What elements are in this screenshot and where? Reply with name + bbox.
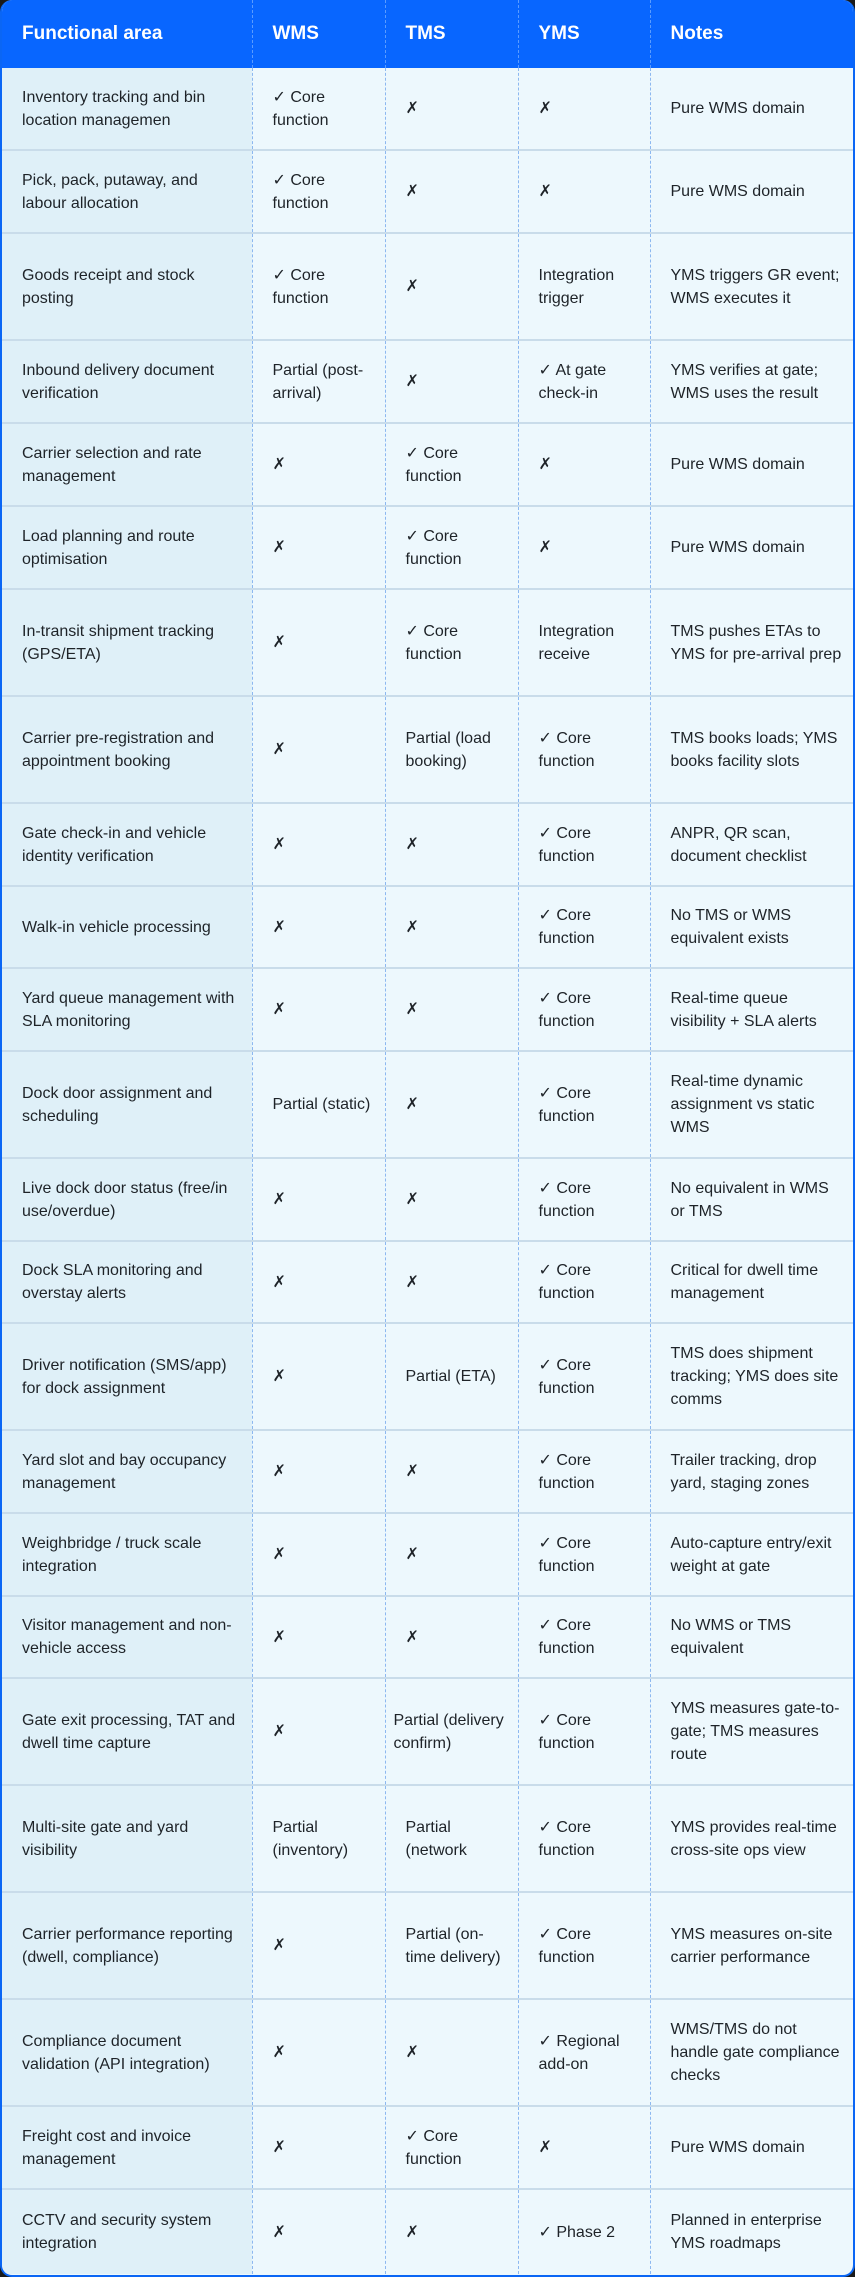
tms-cell: ✗ bbox=[385, 340, 518, 423]
header-notes: Notes bbox=[650, 0, 853, 68]
yms-cell: ✓ Core function bbox=[518, 1323, 650, 1430]
yms-cell: ✓ Core function bbox=[518, 886, 650, 968]
notes-cell: YMS provides real-time cross-site ops view bbox=[650, 1785, 853, 1892]
wms-cell: ✗ bbox=[252, 696, 385, 803]
table-row bbox=[2, 1430, 853, 1513]
yms-cell: ✓ Core function bbox=[518, 1430, 650, 1513]
tms-cell: Partial (on-time delivery) bbox=[385, 1892, 518, 1999]
notes-cell: ANPR, QR scan, document checklist bbox=[650, 803, 853, 886]
notes-cell: WMS/TMS do not handle gate compliance checks bbox=[650, 1999, 853, 2106]
wms-tms-yms-comparison-table bbox=[2, 0, 853, 2274]
yms-cell: ✗ bbox=[518, 2106, 650, 2189]
notes-cell: Real-time queue visibility + SLA alerts bbox=[650, 968, 853, 1051]
table-body bbox=[2, 68, 853, 2274]
table-row bbox=[2, 1241, 853, 1323]
functional-area-cell: CCTV and security system integration bbox=[2, 2189, 252, 2274]
functional-area-cell: Yard slot and bay occupancy management bbox=[2, 1430, 252, 1513]
yms-cell: ✗ bbox=[518, 506, 650, 589]
notes-cell: Auto-capture entry/exit weight at gate bbox=[650, 1513, 853, 1596]
tms-cell: ✗ bbox=[385, 68, 518, 150]
notes-cell: TMS does shipment tracking; YMS does site comms bbox=[650, 1323, 853, 1430]
notes-cell: Pure WMS domain bbox=[650, 2106, 853, 2189]
notes-cell: YMS verifies at gate; WMS uses the result bbox=[650, 340, 853, 423]
notes-cell: Pure WMS domain bbox=[650, 506, 853, 589]
wms-cell: ✗ bbox=[252, 589, 385, 696]
table-row bbox=[2, 423, 853, 506]
wms-cell: ✓ Core function bbox=[252, 150, 385, 233]
tms-cell: ✗ bbox=[385, 968, 518, 1051]
table-row bbox=[2, 1513, 853, 1596]
notes-cell: YMS measures gate-to-gate; TMS measures route bbox=[650, 1678, 853, 1785]
tms-cell: ✗ bbox=[385, 1430, 518, 1513]
table-row bbox=[2, 233, 853, 340]
yms-cell: ✓ Core function bbox=[518, 696, 650, 803]
notes-cell: YMS measures on-site carrier performance bbox=[650, 1892, 853, 1999]
table-row bbox=[2, 589, 853, 696]
yms-cell: ✓ Phase 2 bbox=[518, 2189, 650, 2274]
table-row bbox=[2, 506, 853, 589]
yms-cell: ✗ bbox=[518, 68, 650, 150]
tms-cell: Partial (load booking) bbox=[385, 696, 518, 803]
wms-cell: ✗ bbox=[252, 423, 385, 506]
wms-cell: ✗ bbox=[252, 886, 385, 968]
yms-cell: ✓ Core function bbox=[518, 968, 650, 1051]
tms-cell: ✗ bbox=[385, 1596, 518, 1678]
yms-cell: ✗ bbox=[518, 423, 650, 506]
tms-cell: ✗ bbox=[385, 2189, 518, 2274]
yms-cell: ✓ Core function bbox=[518, 1241, 650, 1323]
wms-cell: ✗ bbox=[252, 1513, 385, 1596]
functional-area-cell: Multi-site gate and yard visibility bbox=[2, 1785, 252, 1892]
tms-cell: Partial (delivery confirm) bbox=[385, 1678, 518, 1785]
tms-cell: ✓ Core function bbox=[385, 589, 518, 696]
wms-cell: ✗ bbox=[252, 1430, 385, 1513]
functional-area-cell: Dock door assignment and scheduling bbox=[2, 1051, 252, 1158]
tms-cell: ✓ Core function bbox=[385, 423, 518, 506]
table-row bbox=[2, 2106, 853, 2189]
tms-cell: ✗ bbox=[385, 150, 518, 233]
wms-cell: ✓ Core function bbox=[252, 233, 385, 340]
table-row bbox=[2, 1678, 853, 1785]
functional-area-cell: Load planning and route optimisation bbox=[2, 506, 252, 589]
wms-cell: Partial (inventory) bbox=[252, 1785, 385, 1892]
tms-cell: Partial (network bbox=[385, 1785, 518, 1892]
table-row bbox=[2, 696, 853, 803]
notes-cell: TMS books loads; YMS books facility slots bbox=[650, 696, 853, 803]
functional-area-cell: Carrier pre-registration and appointment booking bbox=[2, 696, 252, 803]
functional-area-cell: Live dock door status (free/in use/overdue) bbox=[2, 1158, 252, 1241]
tms-cell: ✗ bbox=[385, 803, 518, 886]
table-row bbox=[2, 1051, 853, 1158]
table-row bbox=[2, 2189, 853, 2274]
table-row bbox=[2, 1323, 853, 1430]
notes-cell: No equivalent in WMS or TMS bbox=[650, 1158, 853, 1241]
header-wms: WMS bbox=[252, 0, 385, 68]
yms-cell: Integration receive bbox=[518, 589, 650, 696]
notes-cell: TMS pushes ETAs to YMS for pre-arrival prep bbox=[650, 589, 853, 696]
yms-cell: ✓ Core function bbox=[518, 803, 650, 886]
table-row bbox=[2, 968, 853, 1051]
functional-area-cell: Carrier performance reporting (dwell, compliance) bbox=[2, 1892, 252, 1999]
functional-area-cell: Weighbridge / truck scale integration bbox=[2, 1513, 252, 1596]
table-row bbox=[2, 1596, 853, 1678]
yms-cell: ✓ Core function bbox=[518, 1051, 650, 1158]
tms-cell: ✓ Core function bbox=[385, 2106, 518, 2189]
yms-cell: ✓ Core function bbox=[518, 1892, 650, 1999]
notes-cell: Pure WMS domain bbox=[650, 68, 853, 150]
wms-cell: Partial (static) bbox=[252, 1051, 385, 1158]
notes-cell: Real-time dynamic assignment vs static WMS bbox=[650, 1051, 853, 1158]
functional-area-cell: Yard queue management with SLA monitoring bbox=[2, 968, 252, 1051]
wms-cell: ✗ bbox=[252, 1892, 385, 1999]
header-functional-area: Functional area bbox=[2, 0, 252, 68]
functional-area-cell: Driver notification (SMS/app) for dock assignment bbox=[2, 1323, 252, 1430]
wms-cell: ✗ bbox=[252, 1999, 385, 2106]
table-row bbox=[2, 1999, 853, 2106]
functional-area-cell: Freight cost and invoice management bbox=[2, 2106, 252, 2189]
wms-cell: ✗ bbox=[252, 1241, 385, 1323]
wms-cell: ✓ Core function bbox=[252, 68, 385, 150]
functional-area-cell: Compliance document validation (API integration) bbox=[2, 1999, 252, 2106]
yms-cell: ✗ bbox=[518, 150, 650, 233]
tms-cell: ✗ bbox=[385, 233, 518, 340]
functional-area-cell: Inventory tracking and bin location managemen bbox=[2, 68, 252, 150]
tms-cell: ✗ bbox=[385, 1241, 518, 1323]
functional-area-cell: Gate exit processing, TAT and dwell time capture bbox=[2, 1678, 252, 1785]
notes-cell: No WMS or TMS equivalent bbox=[650, 1596, 853, 1678]
functional-area-cell: Gate check-in and vehicle identity verification bbox=[2, 803, 252, 886]
table-row bbox=[2, 340, 853, 423]
wms-cell: ✗ bbox=[252, 1323, 385, 1430]
yms-cell: ✓ Core function bbox=[518, 1158, 650, 1241]
table-row bbox=[2, 1158, 853, 1241]
table-row bbox=[2, 68, 853, 150]
wms-cell: ✗ bbox=[252, 803, 385, 886]
notes-cell: No TMS or WMS equivalent exists bbox=[650, 886, 853, 968]
yms-cell: ✓ Core function bbox=[518, 1678, 650, 1785]
tms-cell: ✓ Core function bbox=[385, 506, 518, 589]
tms-cell: ✗ bbox=[385, 1999, 518, 2106]
notes-cell: Pure WMS domain bbox=[650, 423, 853, 506]
yms-cell: ✓ At gate check-in bbox=[518, 340, 650, 423]
yms-cell: ✓ Regional add-on bbox=[518, 1999, 650, 2106]
yms-cell: ✓ Core function bbox=[518, 1596, 650, 1678]
tms-cell: ✗ bbox=[385, 1513, 518, 1596]
yms-cell: ✓ Core function bbox=[518, 1785, 650, 1892]
tms-cell: ✗ bbox=[385, 1158, 518, 1241]
notes-cell: Pure WMS domain bbox=[650, 150, 853, 233]
header-tms: TMS bbox=[385, 0, 518, 68]
table-row bbox=[2, 1892, 853, 1999]
wms-cell: ✗ bbox=[252, 1678, 385, 1785]
yms-cell: ✓ Core function bbox=[518, 1513, 650, 1596]
notes-cell: Critical for dwell time management bbox=[650, 1241, 853, 1323]
functional-area-cell: Goods receipt and stock posting bbox=[2, 233, 252, 340]
wms-cell: ✗ bbox=[252, 2106, 385, 2189]
functional-area-cell: In-transit shipment tracking (GPS/ETA) bbox=[2, 589, 252, 696]
tms-cell: ✗ bbox=[385, 1051, 518, 1158]
wms-cell: ✗ bbox=[252, 1158, 385, 1241]
header-yms: YMS bbox=[518, 0, 650, 68]
tms-cell: Partial (ETA) bbox=[385, 1323, 518, 1430]
functional-area-cell: Pick, pack, putaway, and labour allocation bbox=[2, 150, 252, 233]
tms-cell: ✗ bbox=[385, 886, 518, 968]
functional-area-cell: Dock SLA monitoring and overstay alerts bbox=[2, 1241, 252, 1323]
notes-cell: Planned in enterprise YMS roadmaps bbox=[650, 2189, 853, 2274]
table-header-row bbox=[2, 0, 853, 68]
functional-area-cell: Visitor management and non-vehicle access bbox=[2, 1596, 252, 1678]
table-row bbox=[2, 1785, 853, 1892]
functional-area-cell: Carrier selection and rate management bbox=[2, 423, 252, 506]
wms-cell: Partial (post-arrival) bbox=[252, 340, 385, 423]
wms-cell: ✗ bbox=[252, 2189, 385, 2274]
table-row bbox=[2, 150, 853, 233]
table-row bbox=[2, 803, 853, 886]
wms-cell: ✗ bbox=[252, 1596, 385, 1678]
notes-cell: YMS triggers GR event; WMS executes it bbox=[650, 233, 853, 340]
functional-area-cell: Inbound delivery document verification bbox=[2, 340, 252, 423]
wms-cell: ✗ bbox=[252, 968, 385, 1051]
functional-area-cell: Walk-in vehicle processing bbox=[2, 886, 252, 968]
wms-cell: ✗ bbox=[252, 506, 385, 589]
table-row bbox=[2, 886, 853, 968]
notes-cell: Trailer tracking, drop yard, staging zones bbox=[650, 1430, 853, 1513]
yms-cell: Integration trigger bbox=[518, 233, 650, 340]
